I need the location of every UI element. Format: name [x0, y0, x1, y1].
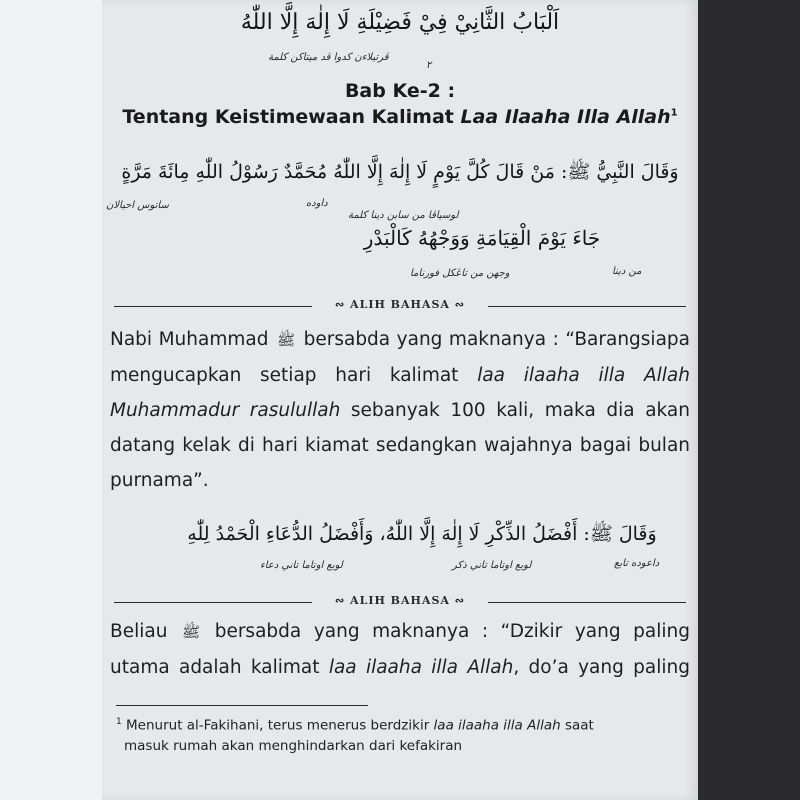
- hadith-2-gloss-a: داعوده تابع: [614, 558, 660, 569]
- translation-paragraph-2: [110, 614, 690, 685]
- hadith-1-gloss-a: ساتوس احيالان: [106, 200, 169, 211]
- translation-2-line-2: utama adalah kalimat laa ilaaha illa Allah, do’a yang paling: [110, 657, 690, 678]
- divider-label: ∾ ALIH BAHASA ∾: [335, 594, 465, 607]
- book-page: [102, 0, 698, 800]
- divider-line-right: [488, 602, 686, 603]
- chapter-gloss: ڤرتيلاءن كدوا ڤد ميتاكن كلمة: [268, 52, 389, 63]
- hadith-2-gloss-c: لوبع اوتاما تاني دعاء: [260, 560, 343, 571]
- divider-label: ∾ ALIH BAHASA ∾: [335, 298, 465, 311]
- footnote-line-2: masuk rumah akan menghindarkan dari kefakiran: [124, 737, 463, 754]
- background-left: [0, 0, 102, 800]
- divider-line-right: [488, 306, 686, 307]
- saw-symbol: ﷺ: [276, 331, 296, 349]
- arabic-chapter-title: اَلْبَابُ الثَّانِيْ فِيْ فَضِيْلَةِ لَا إِلٰهَ إِلَّا اللّٰهُ: [240, 10, 560, 35]
- background-right: [698, 0, 800, 800]
- footnote-line-1: $^1$ Menurut al-Fakihani, terus menerus berdzikir laa ilaaha illa Allah saat: [116, 717, 594, 734]
- translation-paragraph-1: [110, 322, 690, 498]
- hadith-1-gloss-b: داوده: [306, 198, 328, 209]
- arabic-hadith-1-line-1: وَقَالَ النَّبِيُّ ﷺ: مَنْ قَالَ كُلَّ يَوْمٍ لَا إِلٰهَ إِلَّا اللّٰهُ مُحَمَّدٌ رَسُوْلُ اللّٰهِ مِائَةَ مَرَّةٍ: [121, 161, 679, 183]
- translation-1-line-5: purnama”.: [110, 470, 209, 491]
- subheading-italic: Laa Ilaaha Illa Allah: [460, 106, 671, 128]
- translation-1-line-4: datang kelak di hari kiamat sedangkan wajahnya bagai bulan: [110, 435, 690, 456]
- chapter-gloss-number: ٢: [426, 60, 432, 71]
- translation-1-line-1: Nabi Muhammad ﷺ bersabda yang maknanya : “Barangsiapa: [110, 322, 690, 358]
- translation-1-line-3: Muhammadur rasulullah sebanyak 100 kali, maka dia akan: [110, 400, 690, 421]
- alih-bahasa-divider-2: [114, 594, 686, 612]
- saw-symbol: ﷺ: [182, 623, 201, 641]
- hadith-2-gloss-b: لوبع اوتاما تاني ذكر: [452, 560, 532, 571]
- footnote-ref: 1: [670, 107, 678, 119]
- chapter-heading: Bab Ke-2 :: [344, 80, 456, 102]
- subheading-text: Tentang Keistimewaan Kalimat: [122, 106, 461, 128]
- footnote-rule: [116, 705, 368, 706]
- translation-2-line-1: Beliau ﷺ bersabda yang maknanya : “Dzikir yang paling: [110, 614, 690, 650]
- translation-1-line-2: mengucapkan setiap hari kalimat laa ilaaha illa Allah: [110, 365, 690, 386]
- hadith-1-gloss-e: وجهن من تاڠكل فورناما: [410, 268, 510, 279]
- alih-bahasa-divider-1: [114, 298, 686, 316]
- hadith-1-gloss-c: لوسياڤا من سابن دينا كلمة: [348, 210, 459, 221]
- hadith-1-gloss-d: من دينا: [612, 266, 642, 277]
- footnote: [116, 712, 676, 756]
- arabic-hadith-2: وَقَالَ ﷺ: أَفْضَلُ الذِّكْرِ لَا إِلٰهَ إِلَّا اللّٰهُ، وَأَفْضَلُ الدُّعَاءِ الْحَمْدُ لِلّٰهِ: [187, 523, 657, 545]
- chapter-subheading: [102, 106, 698, 128]
- arabic-hadith-1-line-2: جَاءَ يَوْمَ الْقِيَامَةِ وَوَجْهُهُ كَالْبَدْرِ: [363, 226, 601, 250]
